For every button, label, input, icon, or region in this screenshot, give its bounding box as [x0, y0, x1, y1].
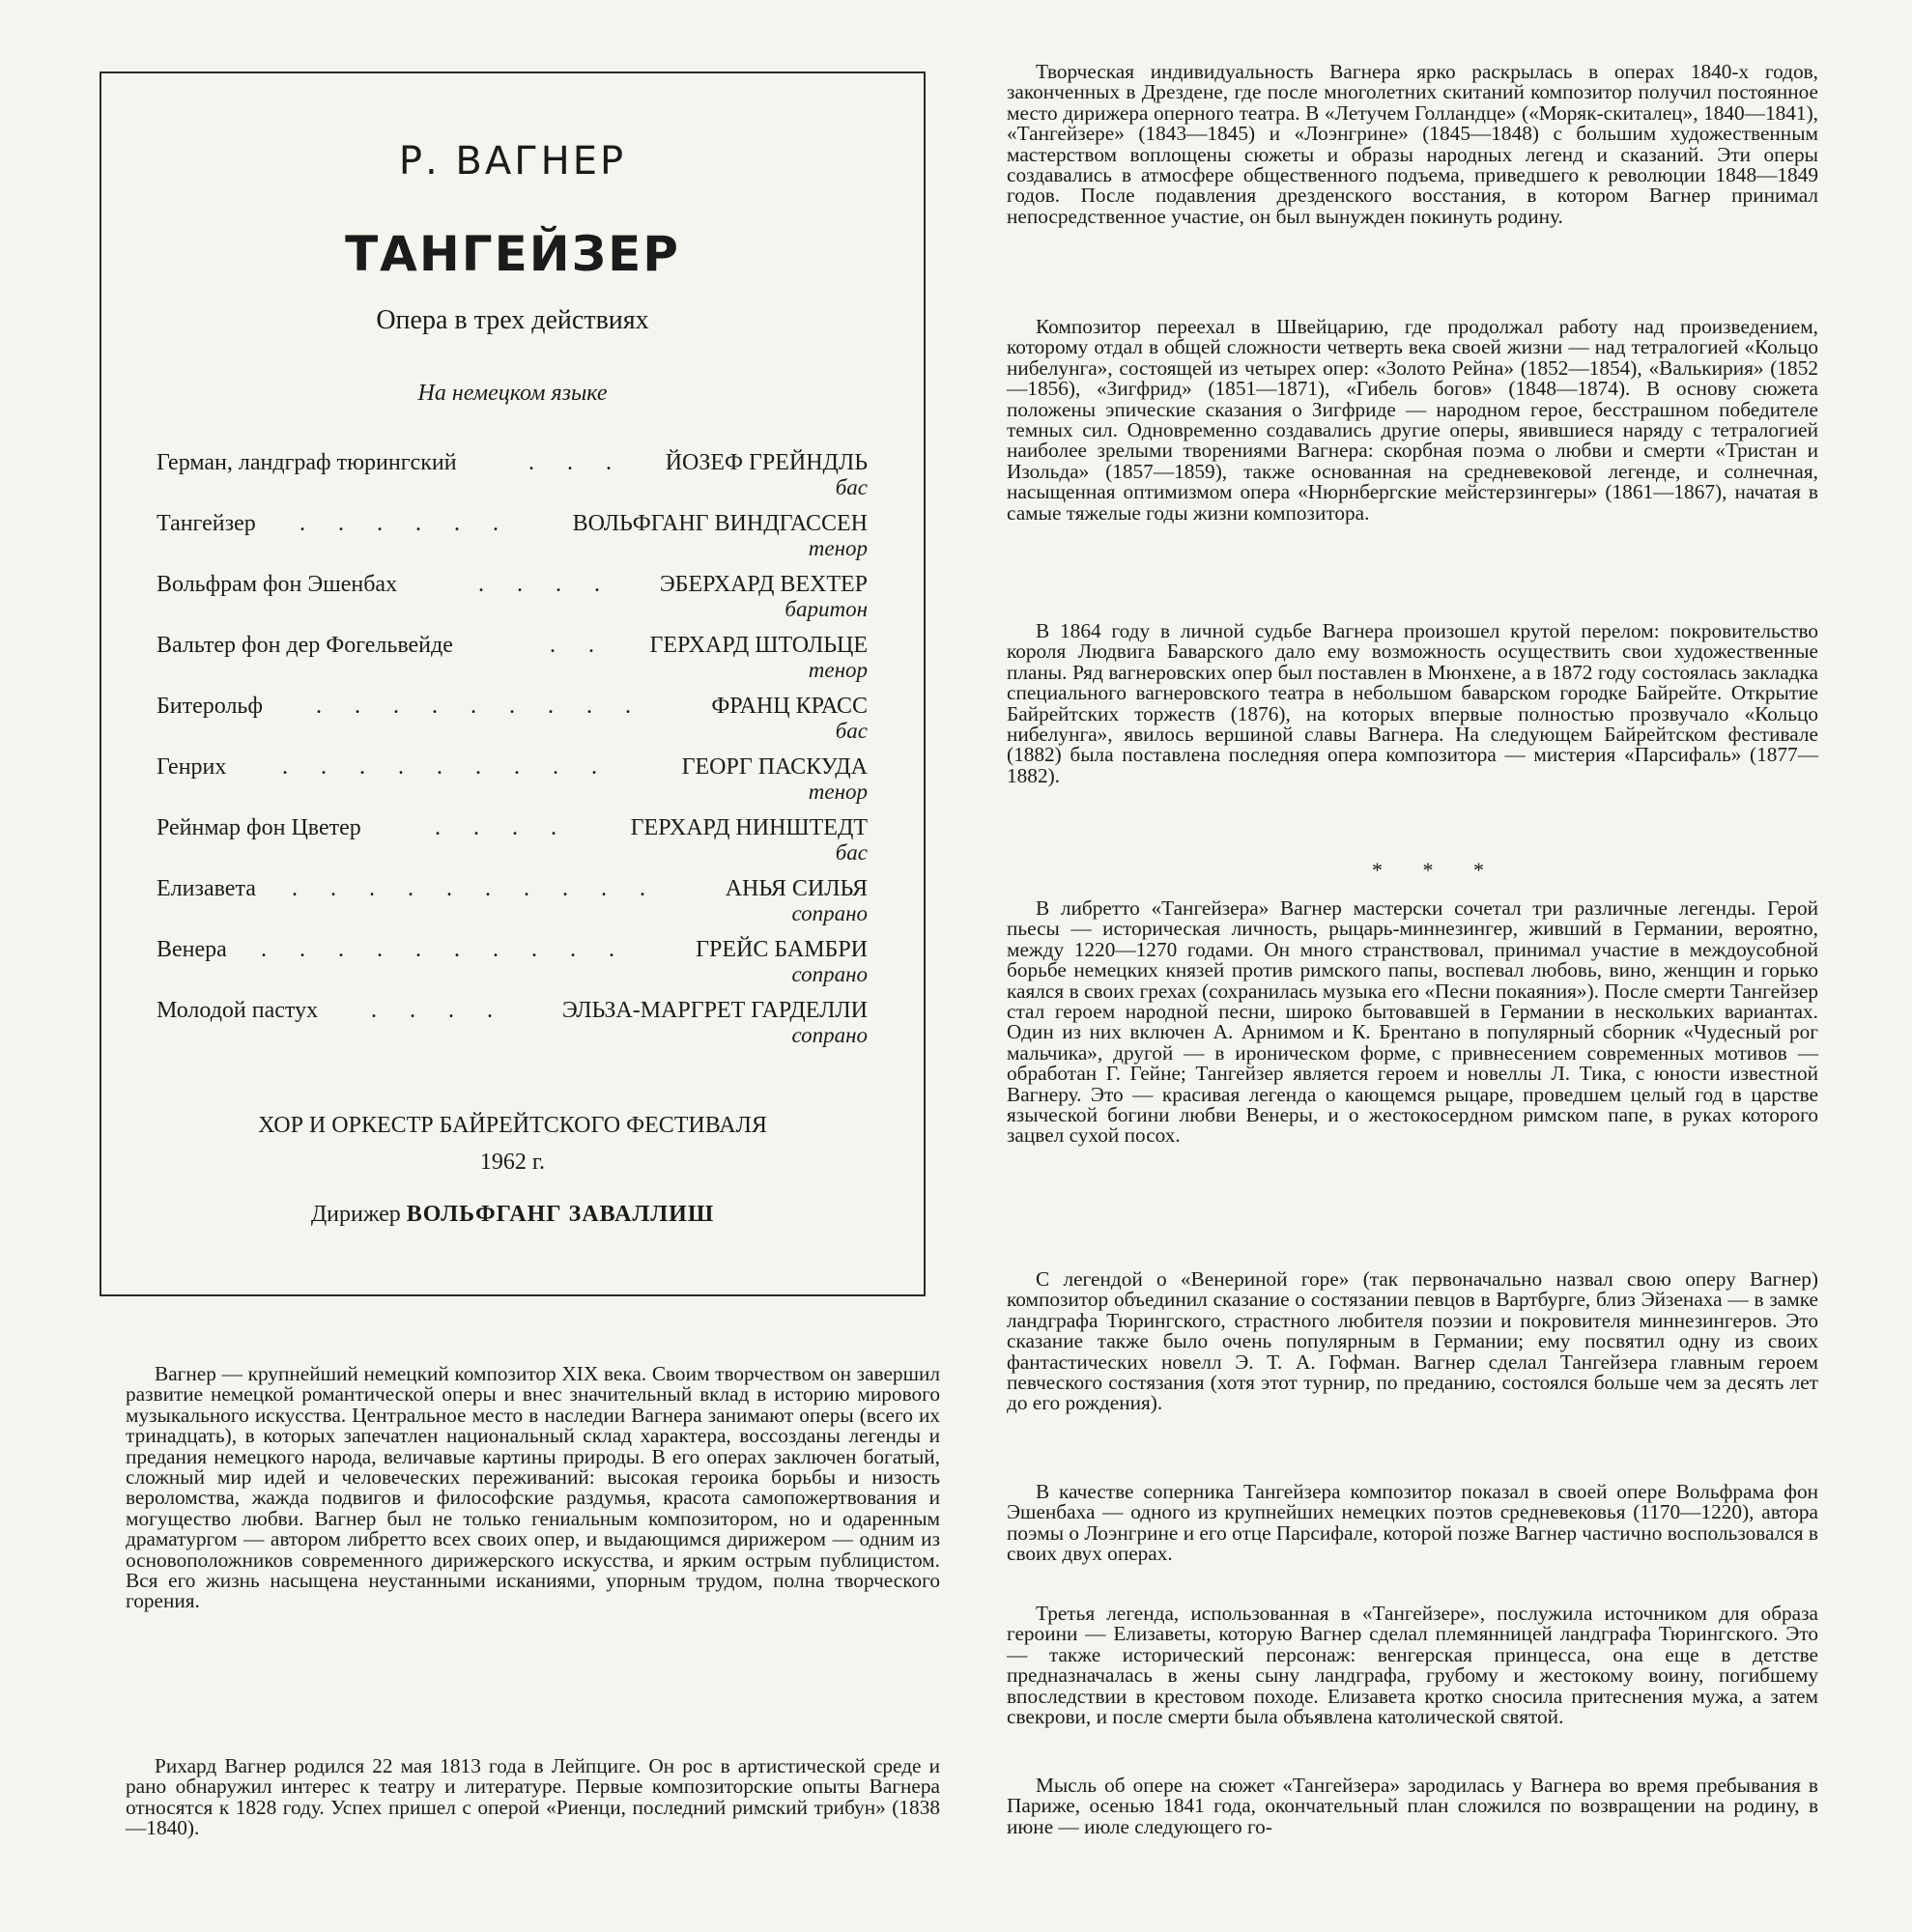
cast-dots: . . . . [478, 572, 614, 597]
cast-voice: сопрано [791, 901, 868, 925]
cast-dots: . . . . . . [300, 511, 512, 536]
opera-subtitle: Опера в трех действиях [376, 305, 649, 335]
cast-singer: ЙОЗЕФ ГРЕЙНДЛЬ [665, 450, 868, 475]
cast-singer: ГЕРХАРД НИНШТЕДТ [630, 815, 868, 840]
cast-row [157, 509, 868, 570]
cast-role: Молодой пастух [157, 998, 319, 1023]
body-paragraph: Рихард Вагнер родился 22 мая 1813 года в Лейпциге. Он рос в артистической среде и рано обнаружил интерес к театру и литературе. Первые композиторские опыты Вагнера относятся к 1828 году. Успех пришел с оперой «Риенци, последний римский трибун» (1838—1840). [126, 1754, 940, 1840]
cast-dots: . . . . . . . . . . [292, 876, 659, 901]
body-paragraph: В либретто «Тангейзера» Вагнер мастерски сочетал три различные легенды. Герой пьесы — историческая личность, рыцарь-миннезингер, живший в Германии, вероятно, между 1220—1270 годами. Он много странствовал, принимал участие в междоусобной борьбе немецких князей против римского папы, воспевал любовь, вино, женщин и горько каялся в своих грехах (сохранилась музыка его «Песни покаяния»). После смерти Тангейзер стал героем народной песни, широко бытовавшей в Германии в нескольких вариантах. Один из них включен А. Арнимом и К. Брентано в популярный сборник «Чудесный рог мальчика», другой — в ироническом форме, с привнесением современных мотивов — обработан Г. Гейне; Тангейзер является героем и новеллы Л. Тика, с юности известной Вагнеру. Это — красивая легенда о кающемся рыцаре, проведшем целый год в царстве языческой богини любви Венеры, и о жестокосердном римском папе, в руках которого зацвел сухой посох. [1007, 896, 1818, 1148]
cast-row [157, 996, 868, 1057]
cast-singer: ВОЛЬФГАНГ ВИНДГАССЕН [572, 511, 868, 536]
opera-title: ТАНГЕЙЗЕР [345, 226, 680, 282]
cast-list [157, 448, 868, 1057]
cast-dots: . . . . . . . . . [282, 754, 611, 780]
cast-role: Генрих [157, 754, 227, 780]
cast-voice: баритон [785, 597, 868, 621]
section-separator: * * * [1372, 858, 1501, 882]
cast-voice: бас [835, 840, 868, 865]
cast-dots: . . . . [371, 998, 506, 1023]
cast-dots: . . . [528, 450, 625, 475]
cast-role: Рейнмар фон Цветер [157, 815, 361, 840]
cast-singer: ЭЛЬЗА-МАРГРЕТ ГАРДЕЛЛИ [561, 998, 868, 1023]
cast-voice: сопрано [791, 962, 868, 986]
cast-role: Вальтер фон дер Фогельвейде [157, 633, 453, 658]
cast-voice: бас [835, 475, 868, 499]
body-paragraph: С легендой о «Венериной горе» (так первоначально назвал свою оперу Вагнер) композитор объединил сказание о состязании певцов в Вартбурге, близ Эйзенаха — в замке ландграфа Тюрингского, страстного любителя поэзии и покровителя миннезингеров. Это сказание также было очень популярным в Германии; ему посвятил одну из своих фантастических новелл Э. Т. А. Гофман. Вагнер сделал Тангейзера главным героем певческого состязания (хотя этот турнир, по преданию, состоялся больше чем за десять лет до его рождения). [1007, 1267, 1818, 1415]
cast-role: Битерольф [157, 694, 263, 719]
cast-role: Герман, ландграф тюрингский [157, 450, 457, 475]
cast-role: Вольфрам фон Эшенбах [157, 572, 398, 597]
cast-voice: сопрано [791, 1023, 868, 1047]
recording-year: 1962 г. [479, 1150, 546, 1175]
cast-voice: тенор [808, 658, 868, 682]
conductor-line [101, 1202, 924, 1228]
cast-row [157, 813, 868, 874]
body-paragraph: В качестве соперника Тангейзера композитор показал в своей опере Вольфрама фон Эшенбаха — одного из крупнейших немецких поэтов средневековья (1170—1220), автора поэмы о Лоэнгрине и его отце Парсифале, которой позже Вагнер частично воспользовался в своих двух операх. [1007, 1480, 1818, 1566]
cast-role: Венера [157, 937, 227, 962]
cast-dots: . . . . . . . . . [316, 694, 644, 719]
choir-orchestra: ХОР И ОРКЕСТР БАЙРЕЙТСКОГО ФЕСТИВАЛЯ [258, 1113, 767, 1138]
body-paragraph: Мысль об опере на сюжет «Тангейзера» зародилась у Вагнера во время пребывания в Париже, осенью 1841 года, окончательный план сложился по возвращении на родину, в июне — июле следующего го- [1007, 1774, 1818, 1838]
cast-singer: ГРЕЙС БАМБРИ [696, 937, 868, 962]
cast-row [157, 448, 868, 509]
cast-role: Тангейзер [157, 511, 256, 536]
cast-row [157, 874, 868, 935]
cast-dots: . . . . . . . . . . [261, 937, 628, 962]
title-box [100, 71, 926, 1296]
cast-row [157, 570, 868, 631]
cast-singer: ФРАНЦ КРАСС [711, 694, 868, 719]
cast-row [157, 631, 868, 692]
cast-voice: бас [835, 719, 868, 743]
body-paragraph: Вагнер — крупнейший немецкий композитор XIX века. Своим творчеством он завершил развитие немецкой романтической оперы и внес значительный вклад в историю мирового музыкального искусства. Центральное место в наследии Вагнера занимают оперы (всего их тринадцать), в которых запечатлен национальный склад характера, воссозданы легенды и предания немецкого народа, величавые картины природы. В его операх заключен богатый, сложный мир идей и человеческих переживаний: высокая героика борьбы и низость вероломства, жажда подвигов и философские раздумья, красота самопожертвования и могущество любви. Вагнер был не только гениальным композитором, но и одаренным драматургом — автором либретто всех своих опер, и выдающимся дирижером — одним из основоположников современного дирижерского искусства, и ярким острым публицистом. Вся его жизнь насыщена неустанными исканиями, упорным трудом, полна творческого горения. [126, 1362, 940, 1613]
cast-row [157, 935, 868, 996]
cast-singer: АНЬЯ СИЛЬЯ [725, 876, 868, 901]
body-paragraph: Третья легенда, использованная в «Тангейзере», послужила источником для образа героини — Елизаветы, которую Вагнер сделал племянницей ландграфа Тюрингского. Это — также исторический персонаж: венгерская принцесса, она еще в детстве предназначалась в жены сыну ландграфа, грубому и жестокому воину, погибшему впоследствии в крестовом походе. Елизавета кротко сносила притеснения мужа, а затем свекрови, и после смерти была объявлена католической святой. [1007, 1602, 1818, 1729]
body-paragraph: Творческая индивидуальность Вагнера ярко раскрылась в операх 1840-х годов, законченных в Дрездене, где после многолетних скитаний композитор получил постоянное место дирижера оперного театра. В «Летучем Голландце» («Моряк-скиталец», 1840—1841), «Тангейзере» (1843—1845) и «Лоэнгрине» (1845—1848) с большим художественным мастерством воплощены сюжеты и образы народных легенд и сказаний. Эти оперы создавались в атмосфере общественного подъема, приведшего к революции 1848—1849 годов. После подавления дрезденского восстания, в котором Вагнер принимал непосредственное участие, он был вынужден покинуть родину. [1007, 60, 1818, 228]
body-paragraph: Композитор переехал в Швейцарию, где продолжал работу над произведением, которому отдал в общей сложности четверть века своей жизни — над тетралогией «Кольцо нибелунга», состоящей из четырех опер: «Золото Рейна» (1852—1854), «Валькирия» (1852—1856), «Зигфрид» (1851—1871), «Гибель богов» (1848—1874). В основу сюжета положены эпические сказания о Зигфриде — народном герое, бесстрашном победителе темных сил. Одновременно создавались другие оперы, явившиеся наряду с тетралогией наиболее зрелыми творениями Вагнера: скорбная поэма о любви и смерти «Тристан и Изольда» (1857—1859), также основанная на средневековой легенде, и солнечная, насыщенная оптимизмом опера «Нюрнбергские мейстерзингеры» (1861—1867), начатая в самые тяжелые годы жизни композитора. [1007, 315, 1818, 525]
cast-row [157, 692, 868, 753]
conductor-label: Дирижер [310, 1202, 401, 1227]
cast-role: Елизавета [157, 876, 256, 901]
cast-singer: ГЕРХАРД ШТОЛЬЦЕ [649, 633, 868, 658]
conductor-name: ВОЛЬФГАНГ ЗАВАЛЛИШ [406, 1202, 715, 1227]
cast-row [157, 753, 868, 813]
cast-voice: тенор [808, 780, 868, 804]
cast-dots: . . . . [435, 815, 570, 840]
body-paragraph: В 1864 году в личной судьбе Вагнера произошел крутой перелом: покровительство короля Людвига Баварского дало ему возможность осуществить свои художественные планы. Ряд вагнеровских опер был поставлен в Мюнхене, а в 1872 году состоялась закладка специального вагнеровского театра в небольшом баварском городке Байрейте. Открытие Байрейтских торжеств (1876), на которых впервые полностью прозвучало «Кольцо нибелунга», явилось вершиной славы Вагнера. На следующем Байрейтском фестивале (1882) была поставлена последняя опера композитора — мистерия «Парсифаль» (1877—1882). [1007, 619, 1818, 787]
cast-dots: . . [550, 633, 608, 658]
cast-singer: ГЕОРГ ПАСКУДА [681, 754, 868, 780]
composer-name: Р. ВАГНЕР [398, 139, 627, 184]
language-note: На немецком языке [417, 381, 608, 406]
cast-voice: тенор [808, 536, 868, 560]
cast-singer: ЭБЕРХАРД ВЕХТЕР [659, 572, 868, 597]
